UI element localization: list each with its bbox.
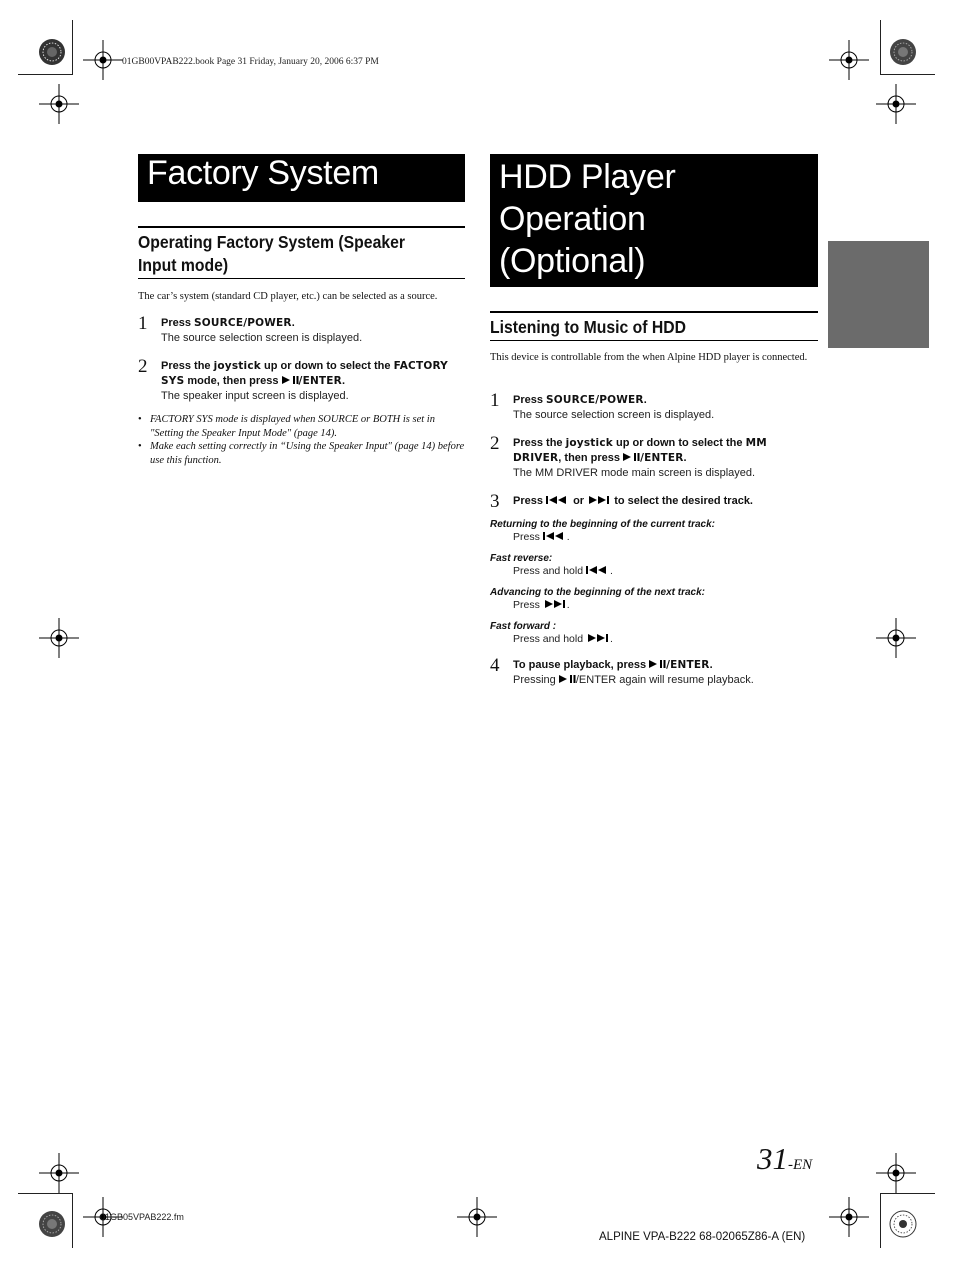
step-2 <box>490 433 820 484</box>
rosette-icon <box>889 1210 917 1238</box>
previous-track-icon <box>543 531 567 541</box>
step-instruction: Press SOURCE/POWER. <box>161 317 295 329</box>
crop-line <box>18 74 73 75</box>
section-title-line: (Optional) <box>499 242 646 280</box>
registration-mark-icon <box>876 84 916 124</box>
step-description: The source selection screen is displayed. <box>161 332 363 344</box>
sub-item-label: Returning to the beginning of the current track: <box>490 519 715 530</box>
crop-line <box>880 1193 881 1248</box>
step-1 <box>138 313 468 356</box>
subheading <box>490 311 818 341</box>
note-item: • Make each setting correctly in “Using the Speaker Input" (page 14) before use this function. <box>138 441 465 466</box>
step-2 <box>138 356 468 407</box>
factory-sys-key: FACTORY SYS <box>161 360 448 387</box>
note-item: • FACTORY SYS mode is displayed when SOURCE or BOTH is set in "Setting the Speaker Input Mode" (page 14). <box>138 414 435 439</box>
next-track-icon <box>586 633 610 643</box>
play-pause-icon <box>282 375 299 385</box>
registration-mark-icon <box>457 1197 497 1237</box>
play-pause-icon <box>649 659 666 669</box>
step-description: Pressing /ENTER again will resume playback. <box>513 674 754 686</box>
enter-key: /ENTER <box>298 375 342 387</box>
rosette-icon <box>38 38 66 66</box>
rosette-icon <box>38 1210 66 1238</box>
step-number: 2 <box>138 356 148 377</box>
step-number: 3 <box>490 491 500 512</box>
source-power-key: SOURCE/POWER <box>546 394 644 406</box>
sub-item-text: Press and hold . <box>513 633 613 645</box>
registration-mark-icon <box>876 618 916 658</box>
step-instruction: Press or to select the desired track. <box>513 495 753 507</box>
rosette-icon <box>889 38 917 66</box>
play-pause-icon <box>559 674 576 684</box>
subheading-text: Operating Factory System (Speaker Input mode) <box>138 232 405 275</box>
step-instruction: To pause playback, press /ENTER. <box>513 659 713 671</box>
subheading <box>138 226 465 279</box>
next-track-icon <box>543 599 567 609</box>
previous-track-icon <box>586 565 610 575</box>
footer-model: ALPINE VPA-B222 68-02065Z86-A (EN) <box>599 1231 806 1243</box>
step-number: 4 <box>490 655 500 676</box>
intro-paragraph: This device is controllable from the when Alpine HDD player is connected. <box>490 352 808 363</box>
step-3 <box>490 491 820 512</box>
step-instruction: Press the joystick up or down to select the FACTORY SYS mode, then press /ENTER. <box>161 360 448 387</box>
section-title: Factory System <box>147 154 379 192</box>
page-number: 31-EN <box>757 1141 813 1176</box>
chapter-tab <box>828 241 929 348</box>
joystick-key: joystick <box>213 360 261 372</box>
source-power-key: SOURCE/POWER <box>194 317 292 329</box>
enter-key: /ENTER <box>666 659 710 671</box>
step-description: The MM DRIVER mode main screen is displayed. <box>513 467 756 479</box>
sub-item-text: Press . <box>513 599 570 611</box>
play-pause-icon <box>623 452 640 462</box>
registration-mark-icon <box>39 84 79 124</box>
step-1 <box>490 390 820 425</box>
step-description: The speaker input screen is displayed. <box>161 390 349 402</box>
enter-key: /ENTER <box>640 452 684 464</box>
step-instruction: Press the joystick up or down to select the MM DRIVER, then press /ENTER. <box>513 437 767 464</box>
section-title-bar <box>138 154 465 202</box>
mm-driver-key: MM DRIVER <box>513 437 767 464</box>
intro-paragraph: The car’s system (standard CD player, etc.) can be selected as a source. <box>138 291 438 302</box>
crop-line <box>72 20 73 75</box>
step-description: The source selection screen is displayed. <box>513 409 715 421</box>
step-4 <box>490 655 820 690</box>
next-track-icon <box>587 495 611 505</box>
step-instruction: Press SOURCE/POWER. <box>513 394 647 406</box>
section-title-line: Operation <box>499 200 646 238</box>
print-header-line: 01GB00VPAB222.book Page 31 Friday, January 20, 2006 6:37 PM <box>122 57 379 67</box>
sub-item-text: Press and hold . <box>513 565 613 577</box>
joystick-key: joystick <box>565 437 613 449</box>
subheading-text: Listening to Music of HDD <box>490 317 687 337</box>
sub-item-label: Fast forward : <box>490 621 557 632</box>
section-title-line: HDD Player <box>499 158 676 196</box>
registration-mark-icon <box>39 1153 79 1193</box>
sub-item-label: Advancing to the beginning of the next track: <box>490 587 706 598</box>
registration-mark-icon <box>829 40 869 80</box>
crop-line <box>880 74 935 75</box>
previous-track-icon <box>546 495 570 505</box>
step-number: 1 <box>490 390 500 411</box>
step-number: 2 <box>490 433 500 454</box>
step-number: 1 <box>138 313 148 334</box>
registration-mark-icon <box>829 1197 869 1237</box>
registration-mark-icon <box>83 40 123 80</box>
registration-mark-icon <box>39 618 79 658</box>
crop-line <box>880 20 881 75</box>
section-title-bar <box>490 154 818 287</box>
crop-line <box>18 1193 73 1194</box>
fm-file-label: 01GB05VPAB222.fm <box>100 1212 184 1222</box>
crop-line <box>72 1193 73 1248</box>
sub-item-text: Press . <box>513 531 570 543</box>
registration-mark-icon <box>876 1153 916 1193</box>
sub-item-label: Fast reverse: <box>490 553 553 564</box>
crop-line <box>880 1193 935 1194</box>
